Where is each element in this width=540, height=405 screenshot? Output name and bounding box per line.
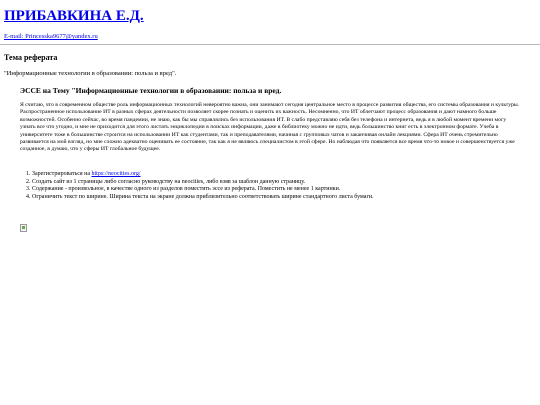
essay-heading: ЭССЕ на Тему "Информационные технологии в образовании: польза и вред.: [20, 86, 282, 95]
list-item: 2. Создать сайт из 1 страницы либо согласно руководству на neocities, либо взяв за шаблон данную страницу.: [32, 179, 532, 187]
step-1-text: Зарегистрироваться на: [32, 171, 92, 177]
list-item: [32, 171, 532, 179]
broken-image-icon: [20, 224, 27, 232]
header-divider: [0, 44, 540, 45]
site-title-link[interactable]: ПРИБАВКИНА Е.Д.: [4, 8, 144, 24]
email-link[interactable]: E-mail: Princesska9677@yandex.ru: [4, 33, 98, 40]
list-item: 3. Содержание - произвольное, в качестве одного из разделов поместить эссе из реферата. Поместить не менее 1 картинки.: [32, 186, 532, 194]
list-item: 4. Ограничить текст по ширине. Ширина текста на экране должна приблизительно соответствовать ширине стандартного листа бумаги.: [32, 194, 532, 202]
section-title: Тема реферата: [4, 53, 58, 62]
neocities-link[interactable]: https://neocities.org/: [91, 171, 141, 177]
essay-body: Я считаю, что в современном обществе роль информационных технологий невероятно важна, они занимают сегодня центральное место в процессе развития общества, его системы образования и культуры. Распространенное использование ИТ в разных сферах деятельности позволяет скорее познать и оценить их важность. Несомненно, что ИТ облегчают процесс образования и дают намного больше возможностей. Особенно сейчас, во время пандемии, не знаю, как бы мы справлялись без использования ИТ. В слабо представляю себя без телефона и интернета, ведь я в любой момент времени могу узнать все что угодно, и мне не приходится для этого листать энциклопедии в поисках информации, даже в библиотеку можно не идти, ведь большинство книг есть в электронном формате. Учеба в университете тоже в большинстве строится на использовании ИТ как студентами, так и преподавателями, начиная с групповых чатов и заканчивая онлайн лекциями. Сфера ИТ очень стремительно развивается на мой взгляд, но мне сложно адекватно оценивать ее состояние, так как я не являюсь специалистом в этой сфере. Но наблюдая что появляется все время что-то новое и совершенствуется уже созданное, я думаю, что у сферы ИТ глобальное будущее.: [20, 102, 520, 153]
steps-list: [20, 171, 532, 201]
topic-text: "Информационные технологии в образовании: польза и вред".: [4, 70, 177, 77]
